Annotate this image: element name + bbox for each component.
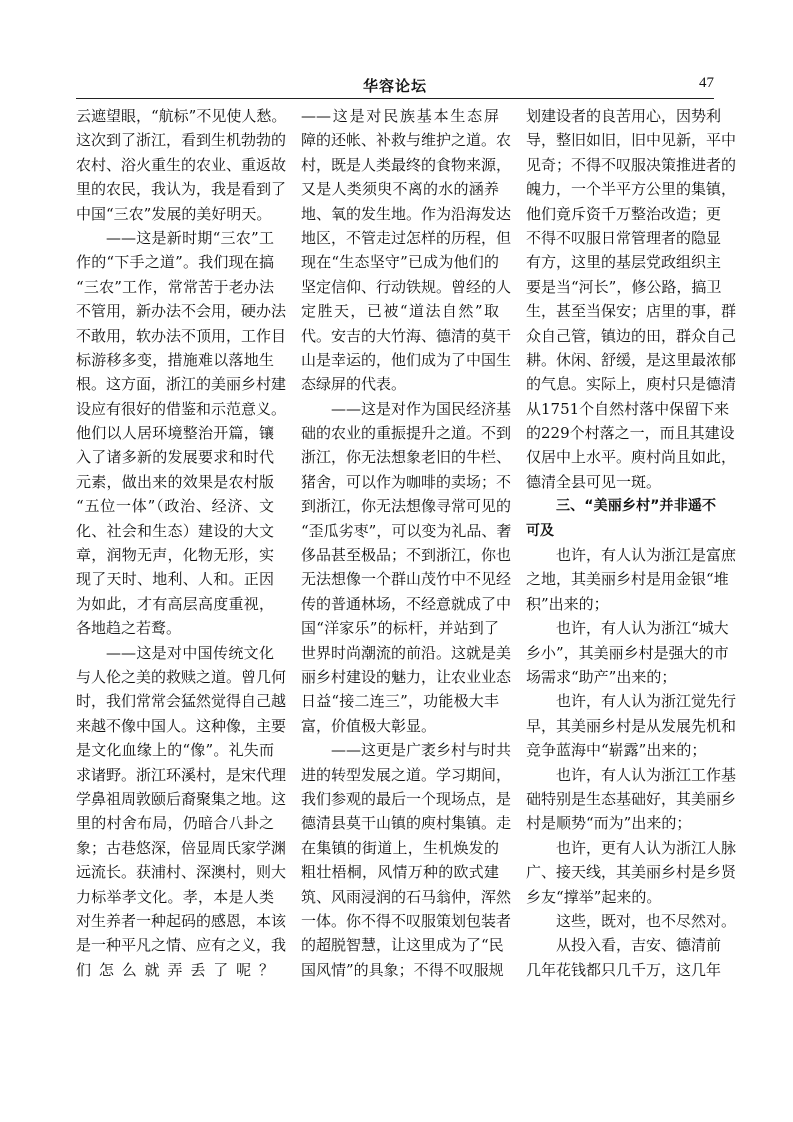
header-rule (76, 98, 714, 99)
paragraph (76, 226, 287, 641)
text-line: 求诸野。浙江环溪村，是宋代理 (76, 765, 287, 784)
text-line: 象；古巷悠深，倍显周氏家学渊 (76, 838, 287, 857)
text-line: 他们竟斥资千万整治改造；更 (526, 204, 722, 223)
text-line: 粗壮梧桐，风情万种的欧式建 (301, 863, 499, 882)
text-line: 障的还帐、补救与维护之道。农 (301, 131, 512, 150)
section-heading (526, 494, 716, 543)
text-line: 德清县莫干山镇的庾村集镇。走 (301, 814, 512, 833)
text-line: 积”出来的； (526, 594, 609, 613)
text-line: 础特别是生态基础好，其美丽乡 (526, 789, 737, 808)
text-line: 村，既是人类最终的食物来源， (301, 155, 512, 174)
text-line: 定胜天，已被“道法自然”取 (301, 302, 499, 321)
text-line: 这次到了浙江，看到生机勃勃的 (76, 131, 287, 150)
text-line: 时，我们常常会猛然觉得自己越 (76, 692, 287, 711)
text-line: 到浙江，你无法想像寻常可见的 (301, 497, 512, 516)
text-line: 也许，有人认为浙江“城大 (556, 619, 729, 638)
text-line: 见奇；不得不叹服决策推进者的 (526, 155, 737, 174)
text-line: 农村、浴火重生的农业、重返故 (76, 155, 287, 174)
text-line: 猪舍，可以作为咖啡的卖场；不 (301, 472, 512, 491)
text-line: 这些，既对，也不尽然对。 (556, 911, 737, 930)
text-line: 础的农业的重振提升之道。不到 (301, 424, 512, 443)
text-line: ——这是对民族基本生态屏 (301, 107, 499, 125)
text-line: 学鼻祖周敦颐后裔聚集之地。这 (76, 789, 287, 808)
paragraph (526, 543, 737, 616)
text-line: 魄力，一个半平方公里的集镇， (526, 180, 737, 199)
text-line: 也许，更有人认为浙江人脉 (556, 838, 737, 857)
text-line: 为如此，才有高层高度重视， (76, 594, 274, 613)
text-line: 从1751个自然村落中保留下来 (526, 399, 730, 418)
text-line: 导，整旧如旧，旧中见新，平中 (526, 131, 737, 150)
text-line: 态绿屏的代表。 (301, 375, 407, 394)
text-line: 元素，做出来的效果是农村版 (76, 472, 274, 491)
text-line: ——这更是广袤乡村与时共 (331, 741, 512, 760)
text-line: 仅居中上水平。庾村尚且如此， (526, 448, 737, 467)
text-line: 三、“美丽乡村”并非遥不 (556, 498, 716, 515)
text-line: 们怎么就弄丢了呢？ (76, 960, 274, 979)
text-line: ——这是新时期“三农”工 (106, 228, 274, 247)
text-line: 力标举孝文化。孝，本是人类 (76, 887, 274, 906)
text-line: 要是当“河长”，修公路，搞卫 (526, 277, 722, 296)
text-line: 里的村舍布局，仍暗合八卦之 (76, 814, 274, 833)
text-line: 代。安吉的大竹海、德清的莫干 (301, 326, 512, 345)
text-line: 众自己管，镇边的田，群众自己 (526, 326, 737, 345)
text-column-3 (526, 104, 737, 982)
paragraph (526, 689, 737, 762)
text-line: 富，价值极大彰显。 (301, 716, 437, 735)
text-line: 各地趋之若鹜。 (76, 619, 182, 638)
paragraph (526, 836, 737, 909)
text-line: 化、社会和生态）建设的大文 (76, 521, 274, 540)
text-line: 耕。休闲、舒缓，是这里最浓郁 (526, 350, 737, 369)
text-line: 德清全县可见一斑。 (526, 472, 662, 491)
text-line: 筑、风雨浸润的石马翁仲，浑然 (301, 887, 512, 906)
text-line: 场需求“助产”出来的； (526, 667, 677, 686)
text-line: 一体。你不得不叹服策划包装者 (301, 911, 512, 930)
text-line: 我们参观的最后一个现场点，是 (301, 789, 512, 808)
text-line: 日益“接二连三”，功能极大丰 (301, 692, 499, 711)
text-line: 传的普通林场，不经意就成了中 (301, 594, 512, 613)
text-line: 乡小”，其美丽乡村是强大的市 (526, 643, 729, 662)
text-line: “歪瓜劣枣”，可以变为礼品、奢 (301, 521, 512, 540)
text-line: 也许，有人认为浙江觉先行 (556, 692, 737, 711)
text-column-2 (301, 104, 512, 982)
text-line: 国风情”的具象；不得不叹服规 (301, 960, 504, 979)
text-line: 的229个村落之一，而且其建设 (526, 424, 735, 443)
text-line: ——这是对中国传统文化 (106, 643, 274, 662)
text-line: 进的转型发展之道。学习期间， (301, 765, 512, 784)
text-line: 现在“生态坚守”已成为他们的 (301, 253, 499, 272)
text-line: 地区，不管走过怎样的历程，但 (301, 228, 512, 247)
text-line: 是一种平凡之情、应有之义，我 (76, 936, 287, 955)
text-line: 不管用，新办法不会用，硬办法 (76, 302, 287, 321)
text-line: 设应有很好的借鉴和示范意义。 (76, 399, 287, 418)
text-line: 侈品甚至极品；不到浙江，你也 (301, 546, 512, 565)
text-line: 来越不像中国人。这种像，主要 (76, 716, 287, 735)
text-column-1 (76, 104, 287, 982)
text-line: 是文化血缘上的“像”。礼失而 (76, 741, 274, 760)
text-line: 里的农民，我认为，我是看到了 (76, 180, 287, 199)
text-line: 也许，有人认为浙江是富庶 (556, 546, 737, 565)
text-line: 丽乡村建设的魅力，让农业业态 (301, 667, 512, 686)
text-line: 也许，有人认为浙江工作基 (556, 765, 737, 784)
text-line: 标游移多变，措施难以落地生 (76, 350, 274, 369)
text-line: 章，润物无声，化物无形，实 (76, 546, 274, 565)
text-line: 现了天时、地利、人和。正因 (76, 570, 274, 589)
text-line: 作的“下手之道”。我们现在搞 (76, 253, 274, 272)
text-line: 有方，这里的基层党政组织主 (526, 253, 722, 272)
text-line: 从投入看，吉安、德清前 (556, 936, 722, 955)
text-line: 入了诸多新的发展要求和时代 (76, 448, 274, 467)
text-line: 对生养者一种起码的感恩，本该 (76, 911, 287, 930)
text-line: 的超脱智慧，让这里成为了“民 (301, 936, 504, 955)
text-line: 竞争蓝海中“崭露”出来的； (526, 741, 707, 760)
paragraph (526, 909, 737, 933)
paragraph (301, 104, 512, 397)
text-line: 国“洋家乐”的标杆，并站到了 (301, 619, 499, 638)
text-line: 无法想像一个群山茂竹中不见经 (301, 570, 512, 589)
paragraph (526, 104, 737, 494)
text-line: 乡友“撑举”起来的。 (526, 887, 662, 906)
text-line: 又是人类须臾不离的水的涵养 (301, 180, 499, 199)
text-line: 云遮望眼，“航标”不见使人愁。 (76, 107, 287, 125)
paragraph (76, 104, 287, 226)
paragraph (76, 641, 287, 982)
journal-title: 华容论坛 (362, 77, 427, 95)
text-line: 之地，其美丽乡村是用金银“堆 (526, 570, 729, 589)
running-header (76, 73, 714, 97)
text-line: 根。这方面，浙江的美丽乡村建 (76, 375, 287, 394)
paragraph (526, 933, 722, 982)
paragraph (301, 738, 512, 982)
text-line: 早，其美丽乡村是从发展先机和 (526, 716, 737, 735)
paragraph (526, 616, 729, 689)
text-line: 在集镇的街道上，生机焕发的 (301, 838, 499, 857)
text-line: 几年花钱都只几千万，这几年 (526, 960, 722, 979)
text-line: 浙江，你无法想象老旧的牛栏、 (301, 448, 512, 467)
text-line: 地、氧的发生地。作为沿海发达 (301, 204, 512, 223)
text-line: 不得不叹服日常管理者的隐显 (526, 228, 722, 247)
text-line: “五位一体”（政治、经济、文 (76, 497, 274, 516)
text-line: 的气息。实际上，庾村只是德清 (526, 375, 737, 394)
text-line: 可及 (526, 522, 554, 539)
text-line: “三农”工作，常常苦于老办法 (76, 277, 274, 296)
text-line: 生，甚至当保安；店里的事，群 (526, 302, 737, 321)
paragraph (301, 397, 512, 738)
text-line: 世界时尚潮流的前沿。这就是美 (301, 643, 512, 662)
text-line: 划建设者的良苦用心，因势利 (526, 107, 722, 125)
paragraph (526, 763, 737, 836)
text-line: ——这是对作为国民经济基 (331, 399, 512, 418)
page-number: 47 (699, 75, 714, 91)
text-line: 坚定信仰、行动铁规。曾经的人 (301, 277, 512, 296)
text-line: 与人伦之美的救赎之道。曾几何 (76, 667, 287, 686)
text-line: 远流长。获浦村、深澳村，则大 (76, 863, 287, 882)
text-line: 村是顺势“而为”出来的； (526, 814, 692, 833)
text-line: 山是幸运的，他们成为了中国生 (301, 350, 512, 369)
text-line: 不敢用，软办法不顶用，工作目 (76, 326, 287, 345)
text-line: 他们以人居环境整治开篇，镶 (76, 424, 274, 443)
text-line: 广、接天线，其美丽乡村是乡贤 (526, 863, 737, 882)
text-line: 中国“三农”发展的美好明天。 (76, 204, 272, 223)
